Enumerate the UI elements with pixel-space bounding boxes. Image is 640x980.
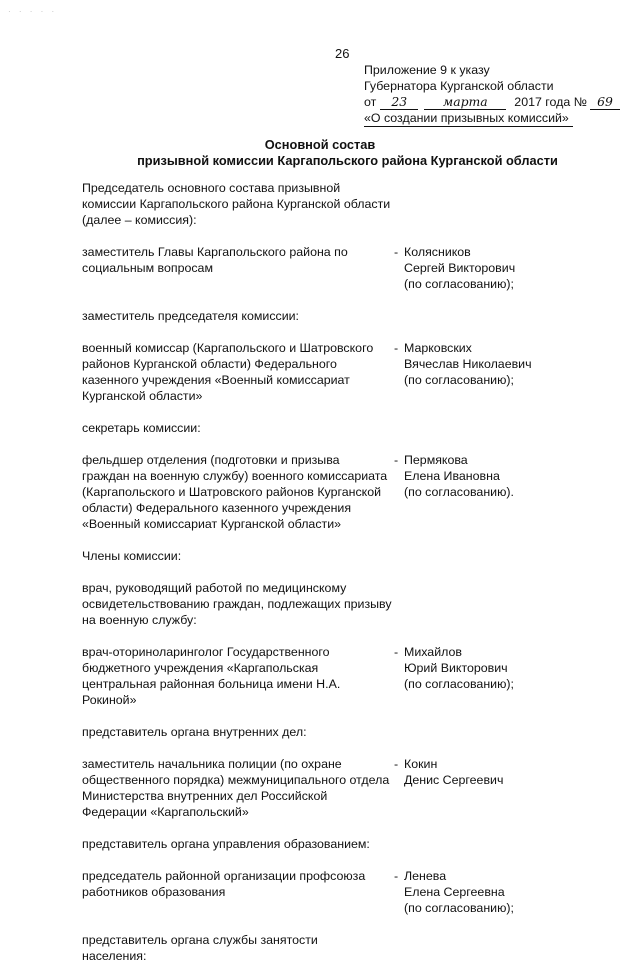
education-heading: представитель органа управления образованием: <box>82 837 370 851</box>
handwritten-month: марта <box>424 95 506 110</box>
police-row <box>82 756 622 820</box>
position-text: заместитель начальника полиции (по охране общественного порядка) межмуниципального отдела Министерства внутренних дел Российской Федерации «Каргапольский» <box>82 757 390 819</box>
person-note: (по согласованию); <box>404 373 514 387</box>
person-name: Сергей Викторович <box>404 261 516 275</box>
secretary-row <box>82 452 622 532</box>
person-block: - Марковских Вячеслав Николаевич (по согласованию); <box>394 340 604 388</box>
position-text: военный комиссар (Каргапольского и Шатровского районов Курганской области) Федерального казенного учреждения «Военный комиссариат Курганской области» <box>82 341 374 403</box>
person-surname: Колясников <box>404 245 471 259</box>
employment-heading: представитель органа службы занятости населения: <box>82 933 318 963</box>
chairman-heading: Председатель основного состава призывной комиссии Каргапольского района Курганской области (далее – комиссия): <box>82 181 391 227</box>
person-note: (по согласованию); <box>404 677 514 691</box>
date-prefix: от <box>364 95 377 109</box>
position-text: фельдшер отделения (подготовки и призыва граждан на военную службу) военного комиссариата (Каргапольского и Шатровского районов Курганской области) Федерального казенного учреждения «Военный комиссариат Курганской области» <box>82 453 388 531</box>
education-row <box>82 868 622 916</box>
person-surname: Пермякова <box>404 453 468 467</box>
person-note: (по согласованию); <box>404 277 514 291</box>
person-note: (по согласованию). <box>404 485 514 499</box>
appendix-line-2: Губернатора Курганской области <box>364 79 554 93</box>
title-line-1: Основной состав <box>264 137 376 152</box>
handwritten-decree-number: 69 <box>590 95 620 110</box>
person-block: - Ленева Елена Сергеевна (по согласованию); <box>394 868 604 916</box>
person-name: Елена Ивановна <box>404 469 500 483</box>
person-surname: Марковских <box>404 341 472 355</box>
members-heading: Члены комиссии: <box>82 549 182 563</box>
handwritten-day: 23 <box>380 95 418 110</box>
position-text: заместитель Главы Каргапольского района по социальным вопросам <box>82 245 348 275</box>
appendix-line-4: «О создании призывных комиссий» <box>364 110 573 127</box>
person-surname: Ленева <box>404 869 447 883</box>
position-text: председатель районной организации профсоюза работников образования <box>82 869 366 899</box>
secretary-heading: секретарь комиссии: <box>82 421 201 435</box>
military-commissar-row <box>82 340 622 404</box>
police-heading: представитель органа внутренних дел: <box>82 725 307 739</box>
scan-corner-marks: · · · · · <box>8 7 58 16</box>
title-line-2: призывной комиссии Каргапольского района Курганской области <box>137 153 558 168</box>
person-name: Денис Сергеевич <box>404 773 504 787</box>
page-number: 26 <box>335 46 350 61</box>
appendix-header <box>364 62 634 127</box>
person-note: (по согласованию); <box>404 901 514 915</box>
person-block: - Пермякова Елена Ивановна (по согласованию). <box>394 452 604 500</box>
doctor-heading: врач, руководящий работой по медицинскому освидетельствованию граждан, подлежащих призыву на военную службу: <box>82 581 392 627</box>
document-title <box>0 137 640 169</box>
appendix-line-1: Приложение 9 к указу <box>364 63 490 77</box>
person-block: - Михайлов Юрий Викторович (по согласованию); <box>394 644 604 692</box>
person-name: Вячеслав Николаевич <box>404 357 532 371</box>
date-year: 2017 года № <box>514 95 588 109</box>
person-name: Елена Сергеевна <box>404 885 505 899</box>
ent-doctor-row <box>82 644 622 708</box>
deputy-chair-row <box>82 244 622 292</box>
person-surname: Михайлов <box>404 645 462 659</box>
appendix-date-line <box>364 94 634 110</box>
person-name: Юрий Викторович <box>404 661 508 675</box>
person-block: - Колясников Сергей Викторович (по согласованию); <box>394 244 604 292</box>
deputy-chair-commission-heading: заместитель председателя комиссии: <box>82 309 299 323</box>
person-block: - Кокин Денис Сергеевич <box>394 756 604 788</box>
person-surname: Кокин <box>404 757 438 771</box>
position-text: врач-оториноларинголог Государственного бюджетного учреждения «Каргапольская центральная районная больница имени Н.А. Рокиной» <box>82 645 341 707</box>
commission-list <box>82 180 622 980</box>
